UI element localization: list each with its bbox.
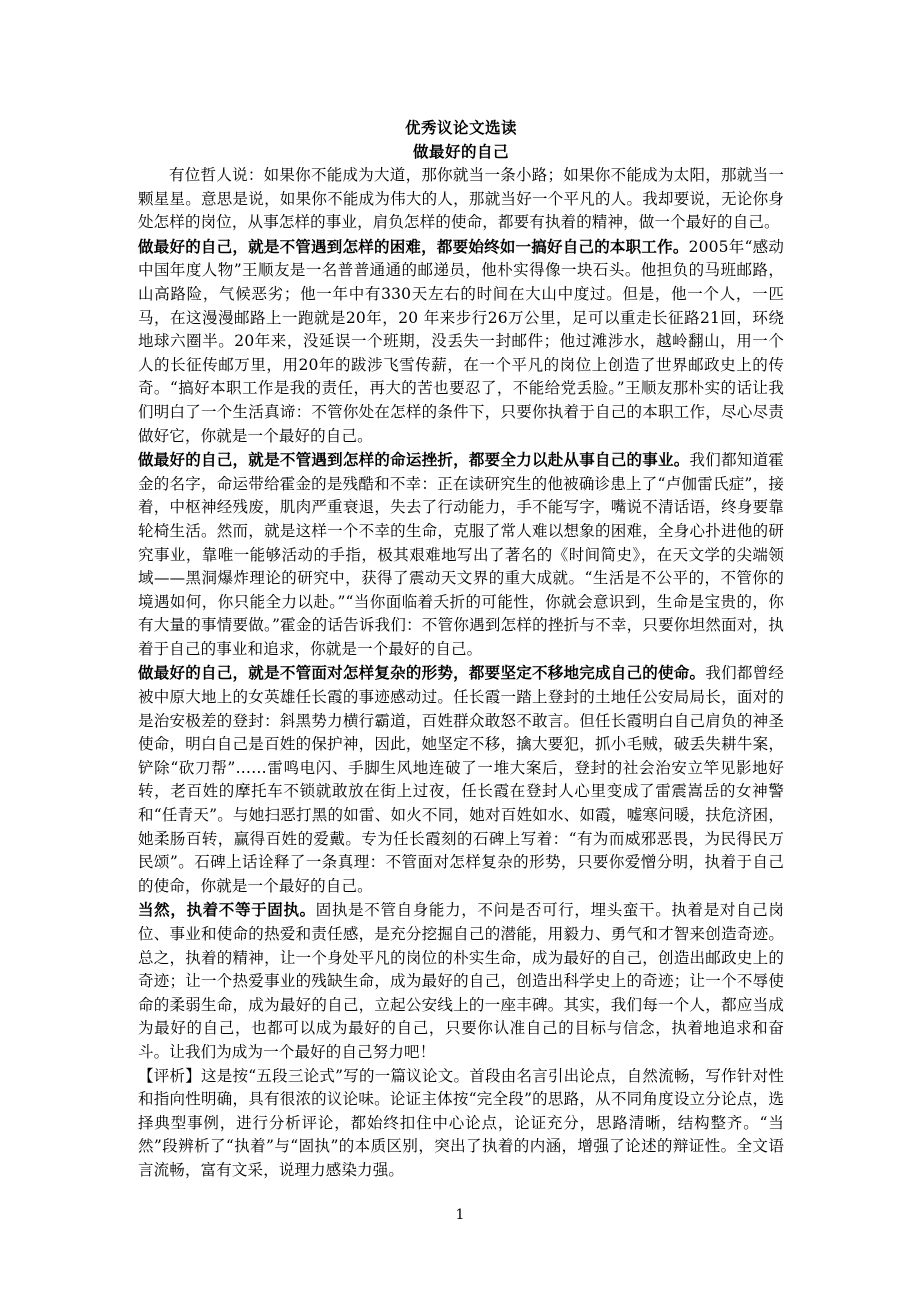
paragraph-2-body: 我们都知道霍金的名字，命运带给霍金的是残酷和不幸：正在读研究生的他被确诊患上了“卢伽雷氏症”，接着，中枢神经残废，肌肉严重衰退，失去了行动能力，手不能写字，嘴说不清话语，终身要靠轮椅生活。然而，就是这样一个不幸的生命，克服了常人难以想象的困难，全身心扑进他的研究事业，靠唯一能够活动的手指，极其艰难地写出了著名的《时间简史》，在天文学的尖端领域——黑洞爆炸理论的研究中，获得了震动天文界的重大成就。“生活是不公平的，不管你的境遇如何，你只能全力以赴。”“当你面临着夭折的可能性，你就会意识到，生命是宝贵的，你有大量的事情要做。”霍金的话告诉我们：不管你遇到怎样的挫折与不幸，只要你坦然面对，执着于自己的事业和追求，你就是一个最好的自己。 xyxy=(138,451,784,658)
body-paragraph-2 xyxy=(138,448,784,661)
paragraph-3-body: 我们都曾经被中原大地上的女英雄任长霞的事迹感动过。任长霞一踏上登封的土地任公安局局长，面对的是治安极差的登封：斜黑势力横行霸道，百姓群众敢怒不敢言。但任长霞明白自己肩负的神圣使命，明白自己是百姓的保护神，因此，她坚定不移，擒大要犯，抓小毛贼，破丢失耕牛案，铲除“砍刀帮”……雷鸣电闪、手脚生风地连破了一堆大案后，登封的社会治安立竿见影地好转，老百姓的摩托车不锁就敢放在街上过夜，任长霞在登封人心里变成了雷震嵩岳的女神警和“任青天”。与她扫恶打黑的如雷、如火不同，她对百姓如水、如霞，嘘寒问暖，扶危济困，她柔肠百转，赢得百姓的爱戴。专为任长霞刻的石碑上写着：“有为而威邪恶畏，为民得民万民颂”。石碑上话诠释了一条真理：不管面对怎样复杂的形势，只要你爱憎分明，执着于自己的使命，你就是一个最好的自己。 xyxy=(138,664,784,895)
paragraph-4-thesis: 当然，执着不等于固执。 xyxy=(138,900,316,920)
body-paragraph-4 xyxy=(138,898,784,1064)
review-paragraph xyxy=(138,1065,784,1183)
paragraph-3-thesis: 做最好的自己，就是不管面对怎样复杂的形势，都要坚定不移地完成自己的使命。 xyxy=(138,663,706,683)
paragraph-1-thesis: 做最好的自己，就是不管遇到怎样的困难，都要始终如一搞好自己的本职工作。 xyxy=(138,236,689,256)
document-subtitle: 做最好的自己 xyxy=(412,142,509,161)
review-label: 【评析】 xyxy=(138,1066,201,1085)
body-paragraph-1 xyxy=(138,235,784,448)
paragraph-2-thesis: 做最好的自己，就是不管遇到怎样的命运挫折，都要全力以赴从事自己的事业。 xyxy=(138,450,690,470)
paragraph-4-body: 固执是不管自身能力，不问是否可行，埋头蛮干。执着是对自己岗位、事业和使命的热爱和责任感，是充分挖掘自己的潜能，用毅力、勇气和才智来创造奇迹。总之，执着的精神，让一个身处平凡的岗位的朴实生命，成为最好的自己，创造出邮政史上的奇迹；让一个热爱事业的残缺生命，成为最好的自己，创造出科学史上的奇迹；让一个不辱使命的柔弱生命，成为最好的自己，立起公安线上的一座丰碑。其实，我们每一个人，都应当成为最好的自己，也都可以成为最好的自己，只要你认准自己的目标与信念，执着地追求和奋斗。让我们为成为一个最好的自己努力吧！ xyxy=(138,901,784,1061)
intro-paragraph: 有位哲人说：如果你不能成为大道，那你就当一条小路；如果你不能成为太阳，那就当一颗星星。意思是说，如果你不能成为伟大的人，那就当好一个平凡的人。我却要说，无论你身处怎样的岗位，从事怎样的事业，肩负怎样的使命，都要有执着的精神，做一个最好的自己。 xyxy=(138,166,784,232)
document-page xyxy=(138,116,784,1183)
page-number: 1 xyxy=(455,1207,465,1223)
document-title: 优秀议论文选读 xyxy=(404,118,517,137)
review-body: 这是按“五段三论式”写的一篇议论文。首段由名言引出论点，自然流畅，写作针对性和指向性明确，具有很浓的议论味。论证主体按“完全段”的思路，从不同角度设立分论点，选择典型事例，进行分析评论，都始终扣住中心论点，论证充分，思路清晰，结构整齐。“当然”段辨析了“执着”与“固执”的本质区别，突出了执着的内涵，增强了论述的辩证性。全文语言流畅，富有文采，说理力感染力强。 xyxy=(138,1066,784,1179)
body-paragraph-3 xyxy=(138,661,784,898)
paragraph-1-body: 2005年“感动中国年度人物”王顺友是一名普普通通的邮递员，他朴实得像一块石头。他担负的马班邮路，山高路险，气候恶劣；他一年中有330天左右的时间在大山中度过。但是，他一个人，一匹马，在这漫漫邮路上一跑就是20年，20 年来步行26万公里，足可以重走长征路21回，环绕地球六圈半。20年来，没延误一个班期，没丢失一封邮件；他过滩涉水，越岭翻山，用一个人的长征传邮万里，用20年的跋涉飞雪传薪，在一个平凡的岗位上创造了世界邮政史上的传奇。“搞好本职工作是我的责任，再大的苦也要忍了，不能给党丢脸。”王顺友那朴实的话让我们明白了一个生活真谛：不管你处在怎样的条件下，只要你执着于自己的本职工作，尽心尽责做好它，你就是一个最好的自己。 xyxy=(138,237,784,445)
